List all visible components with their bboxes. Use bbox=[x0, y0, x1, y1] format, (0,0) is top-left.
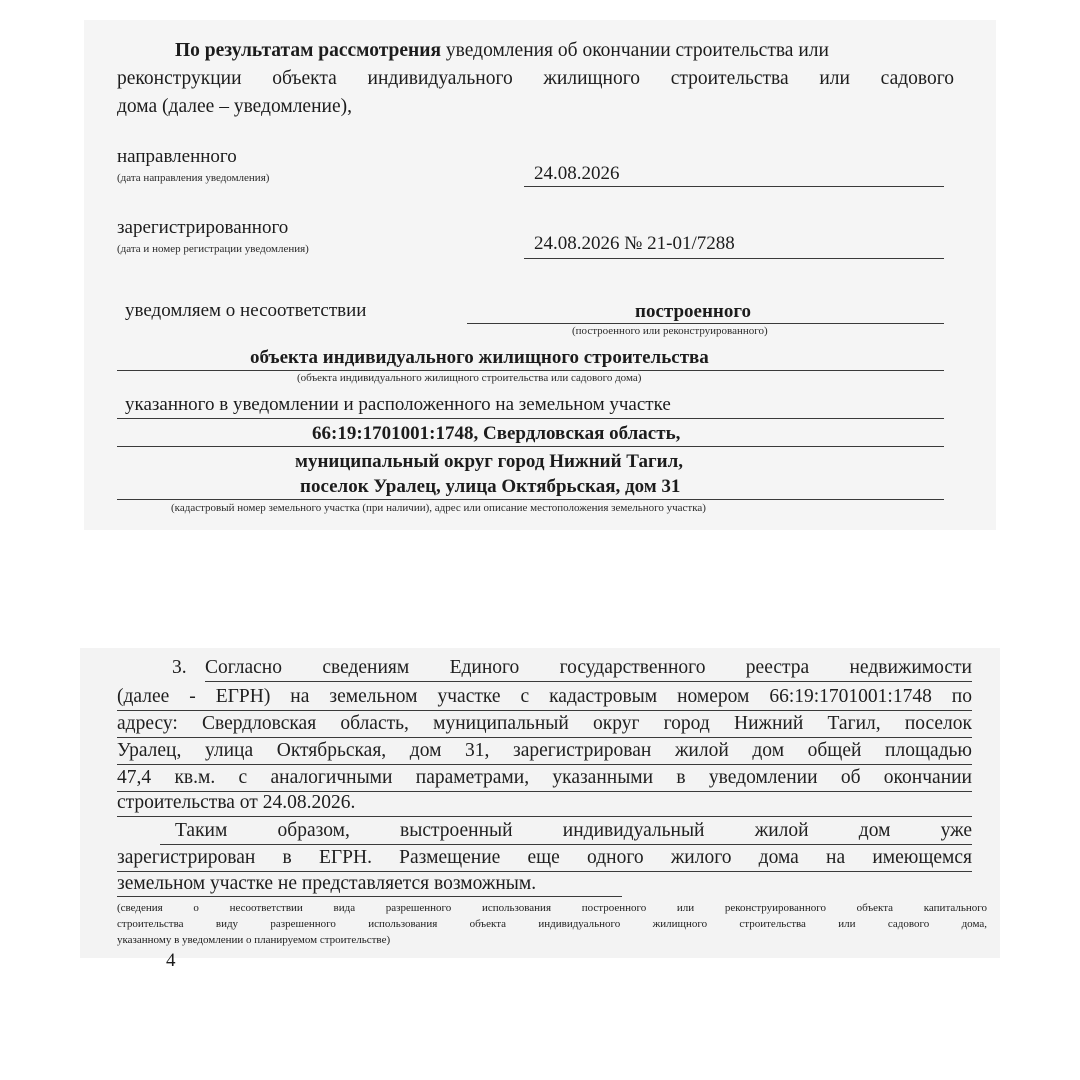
sent-value: 24.08.2026 bbox=[534, 163, 620, 184]
para-line-8-text: зарегистрирован в ЕГРН. Размещение еще одного жилого дома на имеющемся bbox=[117, 847, 972, 868]
registered-value: 24.08.2026 № 21-01/7288 bbox=[534, 233, 735, 254]
para-underline-9 bbox=[117, 896, 622, 897]
next-item-number: 4 bbox=[166, 950, 176, 971]
address-line-2: муниципальный округ город Нижний Тагил, bbox=[295, 451, 683, 472]
address-underline-3 bbox=[117, 499, 944, 500]
registered-label: зарегистрированного bbox=[117, 217, 289, 238]
caption-line-1: (сведения о несоответствии вида разрешенного использования построенного или реконструированного объекта капитального bbox=[117, 902, 987, 914]
para-line-4 bbox=[117, 740, 972, 766]
para-line-5 bbox=[117, 767, 972, 793]
para-line-2 bbox=[117, 686, 972, 712]
para-line-3-text: адресу: Свердловская область, муниципальный округ город Нижний Тагил, поселок bbox=[117, 713, 972, 734]
built-underline bbox=[467, 323, 944, 324]
address-line-1: 66:19:1701001:1748, Свердловская область, bbox=[312, 423, 681, 444]
address-caption: (кадастровый номер земельного участка (при наличии), адрес или описание местоположения земельного участка) bbox=[171, 502, 706, 514]
built-caption: (построенного или реконструированного) bbox=[572, 325, 768, 337]
sent-caption: (дата направления уведомления) bbox=[117, 172, 270, 184]
intro-bold: По результатам рассмотрения bbox=[175, 40, 442, 61]
para-underline-1 bbox=[205, 681, 972, 682]
location-label: указанного в уведомлении и расположенного на земельном участке bbox=[125, 394, 671, 415]
para-line-7 bbox=[175, 820, 972, 846]
para-line-5-text: 47,4 кв.м. с аналогичными параметрами, указанными в уведомлении об окончании bbox=[117, 767, 972, 788]
sent-underline bbox=[524, 186, 944, 187]
built-value: построенного bbox=[635, 301, 751, 322]
notify-label: уведомляем о несоответствии bbox=[125, 300, 367, 321]
intro-line-3: дома (далее – уведомление), bbox=[117, 96, 352, 117]
object-underline bbox=[117, 370, 944, 371]
para-underline-3 bbox=[117, 737, 972, 738]
registered-underline bbox=[524, 258, 944, 259]
registered-caption: (дата и номер регистрации уведомления) bbox=[117, 243, 309, 255]
para-line-1 bbox=[205, 657, 972, 683]
intro-line-2: реконструкции объекта индивидуального жилищного строительства или садового bbox=[117, 68, 954, 89]
para-underline-6 bbox=[117, 816, 972, 817]
para-line-7-text: Таким образом, выстроенный индивидуальный жилой дом уже bbox=[175, 820, 972, 841]
address-underline-1 bbox=[117, 446, 944, 447]
para-underline-4 bbox=[117, 764, 972, 765]
para-underline-2 bbox=[117, 710, 972, 711]
object-caption: (объекта индивидуального жилищного строительства или садового дома) bbox=[297, 372, 642, 384]
para-underline-8 bbox=[117, 871, 972, 872]
para-line-3 bbox=[117, 713, 972, 739]
para-line-6: строительства от 24.08.2026. bbox=[117, 792, 356, 813]
object-value: объекта индивидуального жилищного строительства bbox=[250, 347, 709, 368]
intro-line1-rest: уведомления об окончании строительства или bbox=[445, 40, 829, 61]
para-line-8 bbox=[117, 847, 972, 873]
para-line-9: земельном участке не представляется возможным. bbox=[117, 873, 537, 894]
address-line-3: поселок Уралец, улица Октябрьская, дом 31 bbox=[300, 476, 681, 497]
location-underline bbox=[117, 418, 944, 419]
sent-label: направленного bbox=[117, 146, 237, 167]
para-line-1-text: Согласно сведениям Единого государственного реестра недвижимости bbox=[205, 657, 972, 678]
para-line-4-text: Уралец, улица Октябрьская, дом 31, зарегистрирован жилой дом общей площадью bbox=[117, 740, 972, 761]
caption-line-2: строительства виду разрешенного использования объекта индивидуального жилищного строительства или садового дома, bbox=[117, 918, 987, 930]
item-number: 3. bbox=[172, 657, 187, 678]
para-underline-7 bbox=[160, 844, 972, 845]
caption-line-3: указанному в уведомлении о планируемом строительстве) bbox=[117, 934, 391, 946]
intro-line-1 bbox=[175, 40, 953, 62]
para-line-2-text: (далее - ЕГРН) на земельном участке с кадастровым номером 66:19:1701001:1748 по bbox=[117, 686, 972, 707]
